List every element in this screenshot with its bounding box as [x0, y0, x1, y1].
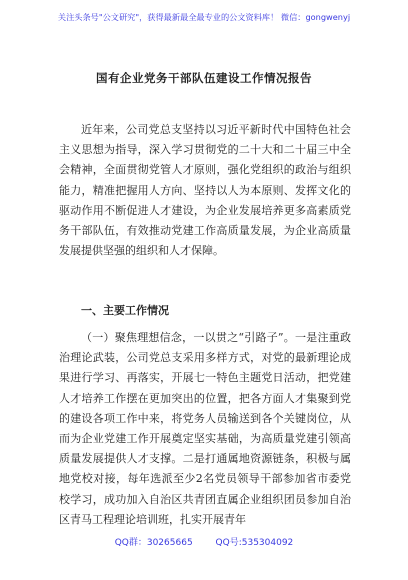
header-promo-note: 关注头条号"公文研究"，获得最新最全最专业的公文资料库！ 微信：gongwenyj [57, 12, 351, 22]
footer-qq-group: QQ群：30265665 [114, 538, 193, 548]
intro-paragraph: 近年来，公司党总支坚持以习近平新时代中国特色社会主义思想为指导，深入学习贯彻党的二十大和二十届三中全会精神，全面贯彻党管人才原则，强化党组织的政治与组织能力，精准把握用人方向、坚持以人为本原则、发挥文化的驱动作用不断促进人才建设，为企业发展培养更多高素质党务干部队伍，有效推动党建工作高质量发展，为企业高质量发展提供坚强的组织和人才保障。 [59, 123, 351, 258]
body-paragraph: （一）聚焦理想信念，一以贯之“引路子”。一是注重政治理论武装，公司党总支采用多样方式，对党的最新理论成果进行学习、再落实，开展七一特色主题党日活动，把党建人才培养工作摆在更加突出的位置，把各方面人才集聚到党的建设各项工作中来，将党务人员输送到各个关键岗位，从而为企业党建工作开展奠定坚实基础，为高质量党建引领高质量发展提供人才支撑。二是打通属地资源链条，积极与属地党校对接，每年选派至少2名党员领导干部参加省市委党校学习，成功加入自治区共青团直属企业组织团员参加自治区青马工程理论培训班，扎实开展青年 [59, 331, 351, 526]
footer-qq-number: QQ号:535304092 [215, 538, 294, 548]
footer-contact [0, 535, 408, 548]
section-heading: 一、主要工作情况 [81, 304, 169, 317]
document-title: 国有企业党务干部队伍建设工作情况报告 [96, 71, 312, 85]
